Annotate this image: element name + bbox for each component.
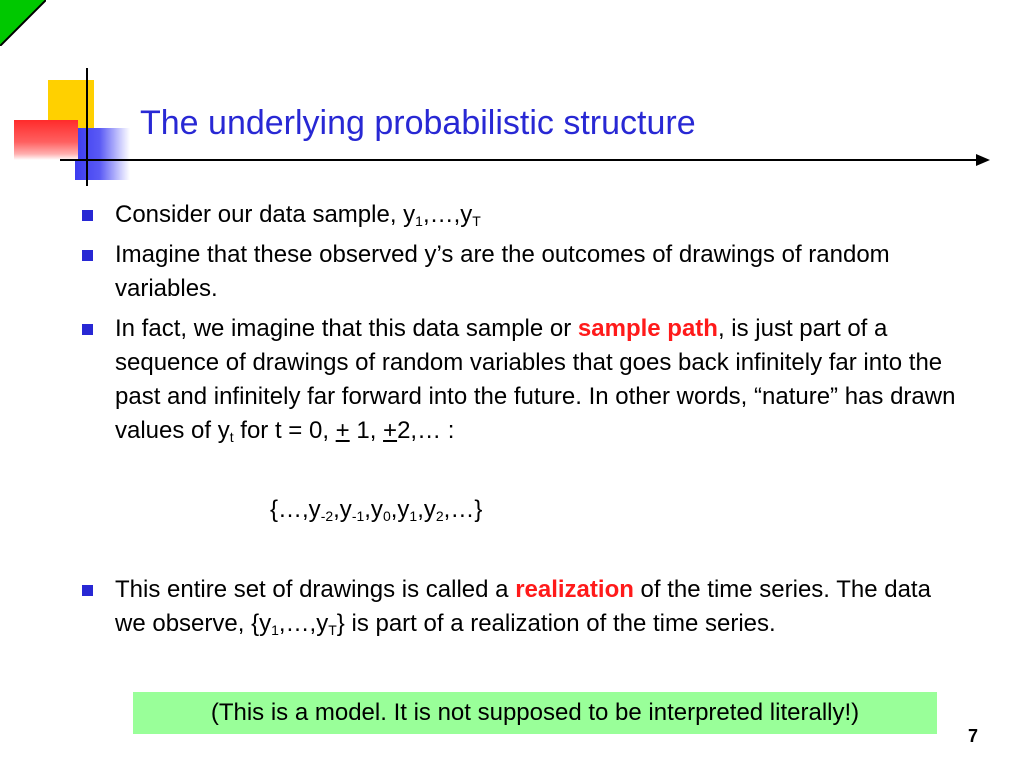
subscript: 1 [409,508,418,524]
formula-part: ,y [417,496,436,523]
bullet3-text-pre: In fact, we imagine that this data sample or [115,315,578,342]
formula-part: {…,y [270,496,321,523]
bullet-list-continued [82,573,962,641]
subscript: 2 [435,508,444,524]
subscript: 0 [382,508,391,524]
bullet3-text-one: 1, [349,417,384,444]
highlight-realization: realization [515,576,634,603]
page-number: 7 [968,726,979,746]
bullet-square-icon [82,585,93,596]
formula-part: ,y [333,496,352,523]
subscript: 1 [271,622,279,638]
vertical-rule-decoration [86,68,88,186]
bullet3-text-after: for t = 0, [233,417,336,444]
corner-triangle-decoration [0,0,46,46]
subscript: t [229,429,234,445]
plus-minus-sign: + [335,417,350,444]
bullet-item-random-variables [82,238,962,306]
bullet1-text-mid: ,…,y [422,201,473,228]
bullet1-text: Consider our data sample, y [115,201,416,228]
bullet-item-sample-path [82,312,962,448]
subscript: -2 [320,508,334,524]
model-disclaimer-note: (This is a model. It is not supposed to be interpreted literally!) [133,692,937,734]
plus-minus-sign: + [383,417,398,444]
blue-square-decoration [75,128,130,180]
bullet4-text-mid: of the time series. The data we observe, {y [115,576,931,637]
bullet3-text-end: 2,… : [397,417,455,444]
subscript: 1 [415,213,423,229]
highlight-sample-path: sample path [577,315,718,342]
bullet-square-icon [82,324,93,335]
bullet-square-icon [82,250,93,261]
formula-part: ,y [364,496,383,523]
arrow-right-icon [976,153,990,167]
bullet3-text-post: , is just part of a sequence of drawings of random variables that goes back infinitely far into the past and infinitely far forward into the future. In other words, “nature” has drawn values of y [115,315,956,444]
red-square-decoration [14,120,78,160]
bullet-square-icon [82,210,93,221]
bullet-item-data-sample [82,198,962,232]
bullet4-text-pre: This entire set of drawings is called a [115,576,516,603]
sample-path-formula [270,493,482,527]
bullet4-text-mid2: ,…,y [278,610,329,637]
subscript: T [472,213,481,229]
formula-part: ,y [390,496,410,523]
bullet-item-realization [82,573,962,641]
subscript: -1 [351,508,365,524]
subscript: T [328,622,337,638]
title-underline-rule [60,159,982,161]
bullet-list [82,198,962,448]
bullet4-text-post: } is part of a realization of the time series. [336,610,776,637]
bullet2-text: Imagine that these observed y’s are the outcomes of drawings of random variables. [115,241,890,302]
formula-part: ,…} [443,496,483,523]
slide-title: The underlying probabilistic structure [140,104,696,142]
